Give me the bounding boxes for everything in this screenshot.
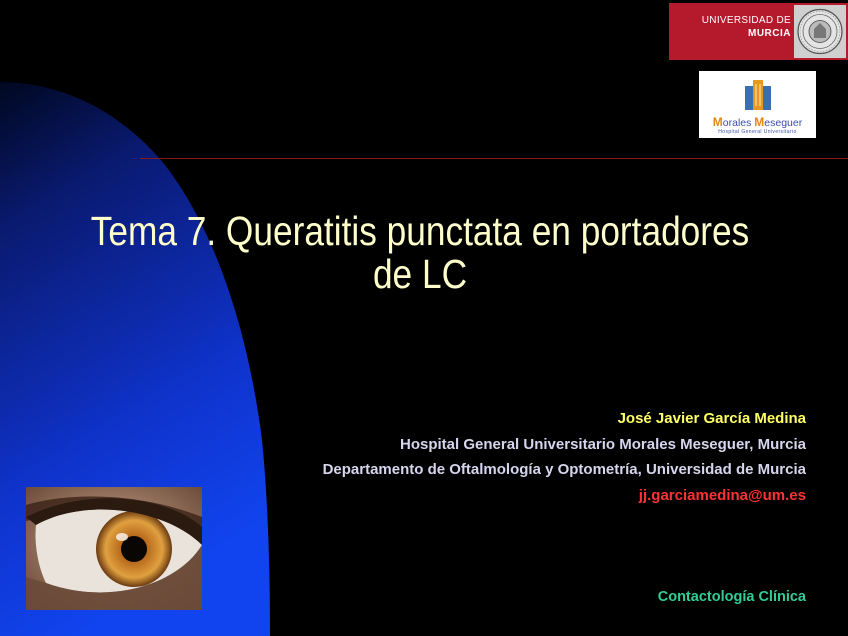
footer-course: Contactología Clínica — [657, 589, 806, 605]
hospital-logo — [699, 71, 816, 138]
university-line1: UNIVERSIDAD DE — [701, 15, 791, 26]
author-department: Departamento de Oftalmología y Optometría, Universidad de Murcia — [322, 461, 806, 478]
author-name: José Javier García Medina — [617, 410, 806, 427]
university-line2: MURCIA — [748, 28, 791, 39]
author-hospital: Hospital General Universitario Morales Meseguer, Murcia — [400, 436, 806, 453]
hospital-logo-subtitle: Hospital General Universitario — [718, 129, 797, 135]
hospital-logo-name: Morales Meseguer — [712, 115, 803, 129]
university-logo-text — [702, 14, 791, 40]
slide-title — [59, 210, 781, 296]
building-icon — [745, 80, 771, 110]
header-divider — [140, 158, 848, 159]
university-logo — [669, 3, 848, 60]
title-line2: de LC — [372, 251, 468, 297]
title-line1: Tema 7. Queratitis punctata en portadores — [90, 208, 750, 254]
seal-icon — [794, 5, 846, 58]
author-email[interactable]: jj.garciamedina@um.es — [638, 487, 806, 504]
eye-photo — [26, 487, 202, 610]
